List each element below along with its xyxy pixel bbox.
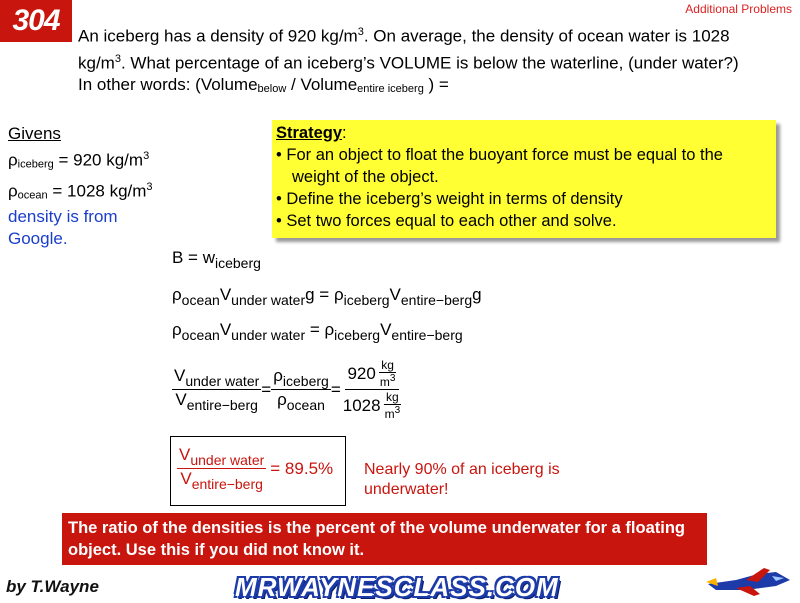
jet-plane-icon [706,568,792,598]
givens-panel [8,123,178,250]
strategy-item: • Set two forces equal to each other and solve. [276,212,617,230]
givens-title: Givens [8,124,61,143]
numeric-ratio: 920 $\frac{kg}{m^3}$ 1028 $\frac{kg}{m^3}$ [342,358,401,421]
density-ratio: $\frac{\rho_{iceberg}}{\rho_{ocean}}$ [273,366,329,413]
slide-number-badge: 304 [0,0,72,42]
problem-statement: An iceberg has a density of 920 $kg/m^3$. On average, the density of ocean water is 1028 $kg/m^3$. What percentage of an iceberg’s VOLUME is below the waterline, (under water?) In other words: (Volume$_{below}$ / Volume$_{entire iceberg}$ ) = [78,26,739,96]
answer-ratio: $\frac{V_{under water}}{V_{entire-berg}}$ [179,445,265,492]
equation-3: $\rho_{ocean}V_{under water} = \rho_{iceberg}V_{entire-berg}$ [172,320,463,343]
equation-1: $B = w_{iceberg}$ [172,248,261,271]
strategy-box: Strategy: • For an object to float the buoyant force must be equal to the weight of the object. • Define the iceberg’s weight in terms of density • Set two forces equal to each other and solve. [272,120,776,238]
given-iceberg-density: $\rho_{iceberg} = 920$ $kg/m^3$ [8,150,150,171]
given-ocean-density: $\rho_{ocean} = 1028$ $kg/m^3$ [8,180,153,202]
equation-2: $\rho_{ocean}V_{under water}g = \rho_{iceberg}V_{entire-berg}g$ [172,285,482,308]
volume-ratio: $\frac{V_{under water}}{V_{entire-berg}}$ [174,366,260,413]
strategy-item: • For an object to float the buoyant force must be equal to the weight of the object. [276,146,723,186]
source-note: density is from Google. [8,207,118,249]
answer-box [170,436,346,506]
conclusion-banner: The ratio of the densities is the percent of the volume underwater for a floating object. Use this if you did not know it. [62,513,707,565]
site-logo-text: MRWAYNESCLASS.COM [235,572,559,602]
author-byline: by T.Wayne [6,577,99,596]
strategy-item: • Define the iceberg’s weight in terms of density [276,190,623,208]
answer-value: = 89.5% [270,458,334,478]
strategy-list [276,144,772,232]
strategy-title: Strategy [276,124,343,142]
section-tag: Additional Problems [685,2,792,16]
equation-4: $\frac{V_{under water}}{V_{entire-berg}}$ = $\frac{\rho_{iceberg}}{\rho_{ocean}}$ = 920 $\frac{kg}{m^3}$ 1028 $\frac{kg}{m^3}$ [172,358,404,421]
answer-note: Nearly 90% of an iceberg is underwater! [364,461,560,498]
